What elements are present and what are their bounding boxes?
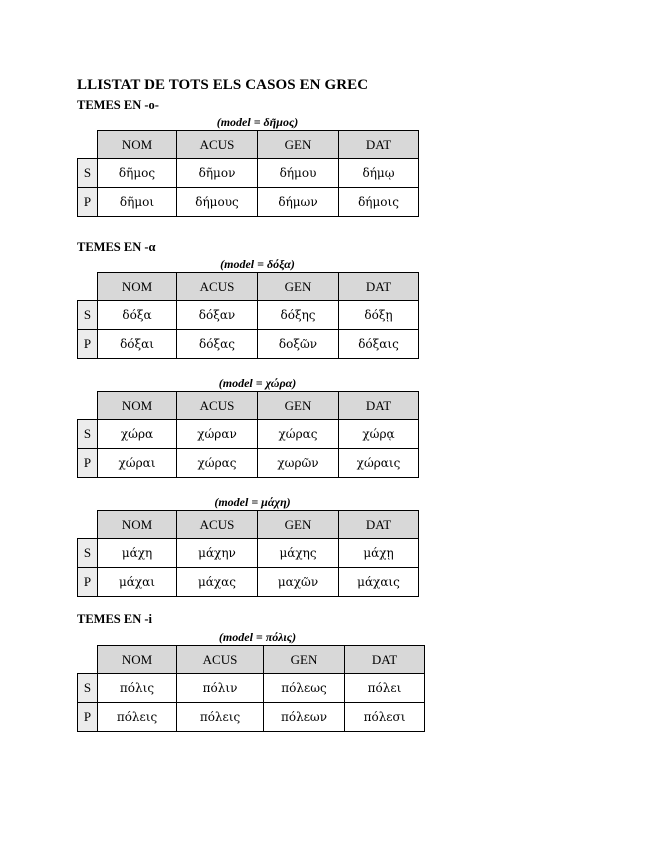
column-header-acus: ACUS [177, 131, 258, 159]
declension-table [77, 272, 419, 359]
column-header-gen: GEN [264, 646, 345, 674]
corner-cell [78, 273, 98, 301]
column-header-dat: DAT [345, 646, 425, 674]
row-label-singular: S [78, 420, 98, 449]
cell: δόξαν [177, 301, 258, 330]
corner-cell [78, 131, 98, 159]
cell: δόξῃ [339, 301, 419, 330]
table-row [78, 301, 419, 330]
declension-table [77, 510, 419, 597]
cell: δόξα [98, 301, 177, 330]
table-caption: (model = δῆμος) [216, 115, 299, 129]
table-row [78, 539, 419, 568]
row-label-plural: P [78, 188, 98, 217]
declension-table [77, 391, 419, 478]
cell: πόλις [98, 674, 177, 703]
column-header-nom: NOM [98, 392, 177, 420]
row-label-singular: S [78, 539, 98, 568]
column-header-gen: GEN [258, 392, 339, 420]
cell: χώρας [177, 449, 258, 478]
column-header-dat: DAT [339, 131, 419, 159]
page-title: LLISTAT DE TOTS ELS CASOS EN GREC [77, 77, 369, 93]
cell: δήμῳ [339, 159, 419, 188]
cell: πόλεις [98, 703, 177, 732]
column-header-acus: ACUS [177, 511, 258, 539]
cell: δῆμον [177, 159, 258, 188]
column-header-nom: NOM [98, 273, 177, 301]
cell: μάχην [177, 539, 258, 568]
cell: μάχης [258, 539, 339, 568]
row-label-singular: S [78, 301, 98, 330]
column-header-acus: ACUS [177, 273, 258, 301]
cell: δήμου [258, 159, 339, 188]
cell: μάχας [177, 568, 258, 597]
table-row [78, 159, 419, 188]
cell: χωρῶν [258, 449, 339, 478]
row-label-singular: S [78, 159, 98, 188]
cell: πόλεις [177, 703, 264, 732]
cell: δοξῶν [258, 330, 339, 359]
column-header-gen: GEN [258, 511, 339, 539]
table-caption: (model = χώρα) [218, 376, 297, 390]
cell: δόξης [258, 301, 339, 330]
cell: δόξαις [339, 330, 419, 359]
cell: μάχῃ [339, 539, 419, 568]
section-heading-a: TEMES EN -α [77, 240, 156, 254]
row-label-plural: P [78, 703, 98, 732]
row-label-plural: P [78, 449, 98, 478]
cell: χώραν [177, 420, 258, 449]
column-header-gen: GEN [258, 131, 339, 159]
table-row [78, 330, 419, 359]
cell: δήμους [177, 188, 258, 217]
column-header-dat: DAT [339, 273, 419, 301]
table-row [78, 188, 419, 217]
cell: πόλεως [264, 674, 345, 703]
column-header-gen: GEN [258, 273, 339, 301]
table-row [78, 420, 419, 449]
table-caption: (model = μάχη) [214, 495, 291, 509]
row-label-singular: S [78, 674, 98, 703]
cell: δῆμοι [98, 188, 177, 217]
table-caption: (model = πόλις) [218, 630, 297, 644]
cell: μάχαις [339, 568, 419, 597]
cell: πόλεσι [345, 703, 425, 732]
cell: πόλει [345, 674, 425, 703]
cell: μάχαι [98, 568, 177, 597]
cell: δήμων [258, 188, 339, 217]
table-row [78, 674, 425, 703]
cell: χώρας [258, 420, 339, 449]
cell: πόλιν [177, 674, 264, 703]
row-label-plural: P [78, 330, 98, 359]
corner-cell [78, 392, 98, 420]
column-header-dat: DAT [339, 511, 419, 539]
cell: χώραις [339, 449, 419, 478]
corner-cell [78, 646, 98, 674]
table-row [78, 703, 425, 732]
cell: δῆμος [98, 159, 177, 188]
cell: δόξας [177, 330, 258, 359]
cell: μαχῶν [258, 568, 339, 597]
corner-cell [78, 511, 98, 539]
section-heading-i: TEMES EN -i [77, 612, 153, 626]
table-row [78, 568, 419, 597]
declension-table [77, 645, 425, 732]
cell: χώρα [98, 420, 177, 449]
table-row [78, 449, 419, 478]
cell: πόλεων [264, 703, 345, 732]
section-heading-o: TEMES EN -o- [77, 98, 159, 112]
cell: δήμοις [339, 188, 419, 217]
column-header-acus: ACUS [177, 392, 258, 420]
column-header-nom: NOM [98, 511, 177, 539]
cell: χώρᾳ [339, 420, 419, 449]
cell: χώραι [98, 449, 177, 478]
column-header-nom: NOM [98, 131, 177, 159]
cell: δόξαι [98, 330, 177, 359]
cell: μάχη [98, 539, 177, 568]
column-header-acus: ACUS [177, 646, 264, 674]
table-caption: (model = δόξα) [220, 257, 295, 271]
column-header-nom: NOM [98, 646, 177, 674]
column-header-dat: DAT [339, 392, 419, 420]
declension-table [77, 130, 419, 217]
row-label-plural: P [78, 568, 98, 597]
